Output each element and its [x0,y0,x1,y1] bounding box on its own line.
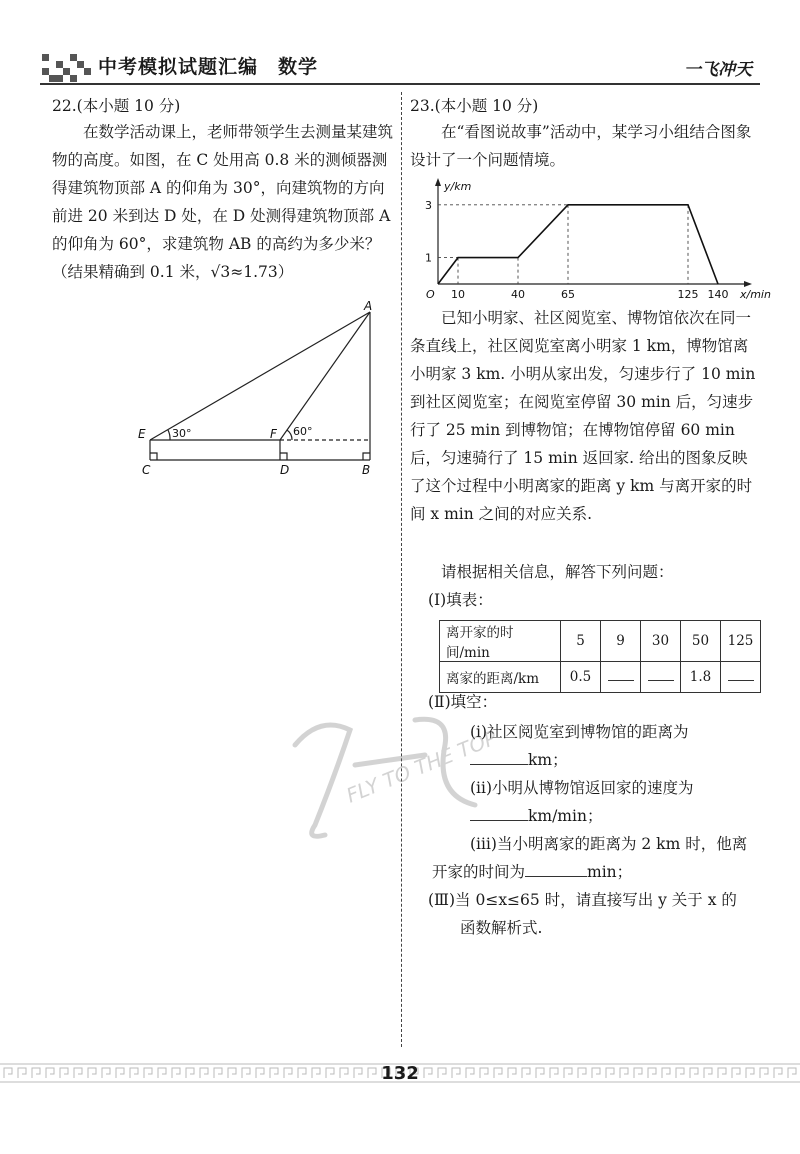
q23-sub2-answer: km/min； [470,802,602,830]
line-EA [150,312,370,440]
series-line [438,205,718,284]
x-tick-label: 140 [707,288,729,301]
label-angle-30: 30° [172,427,192,440]
origin-label: O [426,288,435,301]
arc-60 [287,430,292,440]
line-FA [280,312,370,440]
x-tick-label: 65 [561,288,575,301]
q22-number: 22.(本小题 10 分) [52,97,181,115]
table-cell-time: 50 [681,621,721,662]
y-axis-label: y/km [444,180,472,193]
y-tick-label: 3 [425,198,432,212]
q23-intro: 在“看图说故事”活动中，某学习小组结合图象设计了一个问题情境。 [410,123,752,169]
answer-blank-3[interactable] [525,876,587,877]
watermark-stroke [295,725,350,836]
q23-sub1-answer: km； [470,746,568,774]
q23-sub2-text: (ⅱ)小明从博物馆返回家的速度为 [470,779,694,797]
table-head-distance: 离家的距离/km [440,662,561,693]
q22-figure [130,300,390,480]
label-F: F [270,427,277,441]
q23-part1: (Ⅰ)填表： [428,591,493,609]
table-cell-distance: 1.8 [681,662,721,693]
label-E: E [138,427,146,441]
header-rule [40,83,760,85]
table-cell-time: 9 [601,621,641,662]
watermark-text: FLY TO THE TOP [342,725,501,808]
table-row-time [440,621,761,662]
table-head-time: 离开家的时间/min [440,621,561,662]
right-angle-B [363,453,370,460]
right-angle-D [280,453,287,460]
label-C: C [142,463,151,477]
q23-part3: (Ⅲ)当 0≤x≤65 时，请直接写出 y 关于 x 的 [428,891,737,909]
x-axis-label: x/min [740,288,771,301]
x-tick-label: 125 [677,288,699,301]
q22-text: 在数学活动课上，老师带领学生去测量某建筑物的高度。如图，在 C 处用高 0.8 米的测倾器测得建筑物顶部 A 的仰角为 30°，向建筑物的方向前进 20 米到达 D 处，在 D 处测得建筑物顶部 A 的仰角为 60°，求建筑物 AB 的高约为多少米？（结果精确到 0.1 米，√3≈1.73） [52,123,394,281]
right-angle-C [150,453,157,460]
label-A: A [364,299,373,313]
page-number: 132 [381,1063,419,1084]
table-cell-time: 5 [561,621,601,662]
q23-sub3-answer: 开家的时间为 min； [432,863,633,881]
x-tick-label: 40 [511,288,525,301]
header-brand: 一飞冲天 [684,60,752,80]
x-axis-arrow [744,281,752,287]
arc-30 [168,430,170,440]
q23-body: 已知小明家、社区阅览室、博物馆依次在同一条直线上，社区阅览室离小明家 1 km，博物馆离小明家 3 km. 小明从家出发，匀速步行了 10 min 到社区阅览室；在阅览室停留 30 min 后，匀速步行了 25 min 到博物馆；在博物馆停留 60 min 后，匀速骑行了 15 min 返回家. 给出的图象反映了这个过程中小明离家的距离 y km 与离开家的时间 x min 之间的对应关系. [410,309,756,523]
table-cell-distance: 0.5 [561,662,601,693]
q23-sub3-text: (ⅲ)当小明离家的距离为 2 km 时，他离 [470,835,748,853]
q23-number: 23.(本小题 10 分) [410,97,539,115]
q23-part2: (Ⅱ)填空： [428,693,498,711]
header-checker-icon [42,54,94,82]
table-cell-time: 30 [641,621,681,662]
q23-sub1-text: (ⅰ)社区阅览室到博物馆的距离为 [470,723,689,741]
y-axis-arrow [435,178,441,186]
q23-prompt: 请根据相关信息，解答下列问题： [441,563,674,581]
q23-table [439,620,761,693]
label-angle-60: 60° [293,425,313,438]
q23-part3-cont: 函数解析式. [460,919,543,937]
header-title: 中考模拟试题汇编 数学 [98,56,319,78]
q23-graph [420,178,771,301]
table-cell-time: 125 [721,621,761,662]
x-tick-label: 10 [451,288,465,301]
y-tick-label: 1 [425,251,432,265]
watermark-logo [275,685,520,850]
label-B: B [362,463,371,477]
label-D: D [280,463,290,477]
column-divider [401,92,402,1047]
